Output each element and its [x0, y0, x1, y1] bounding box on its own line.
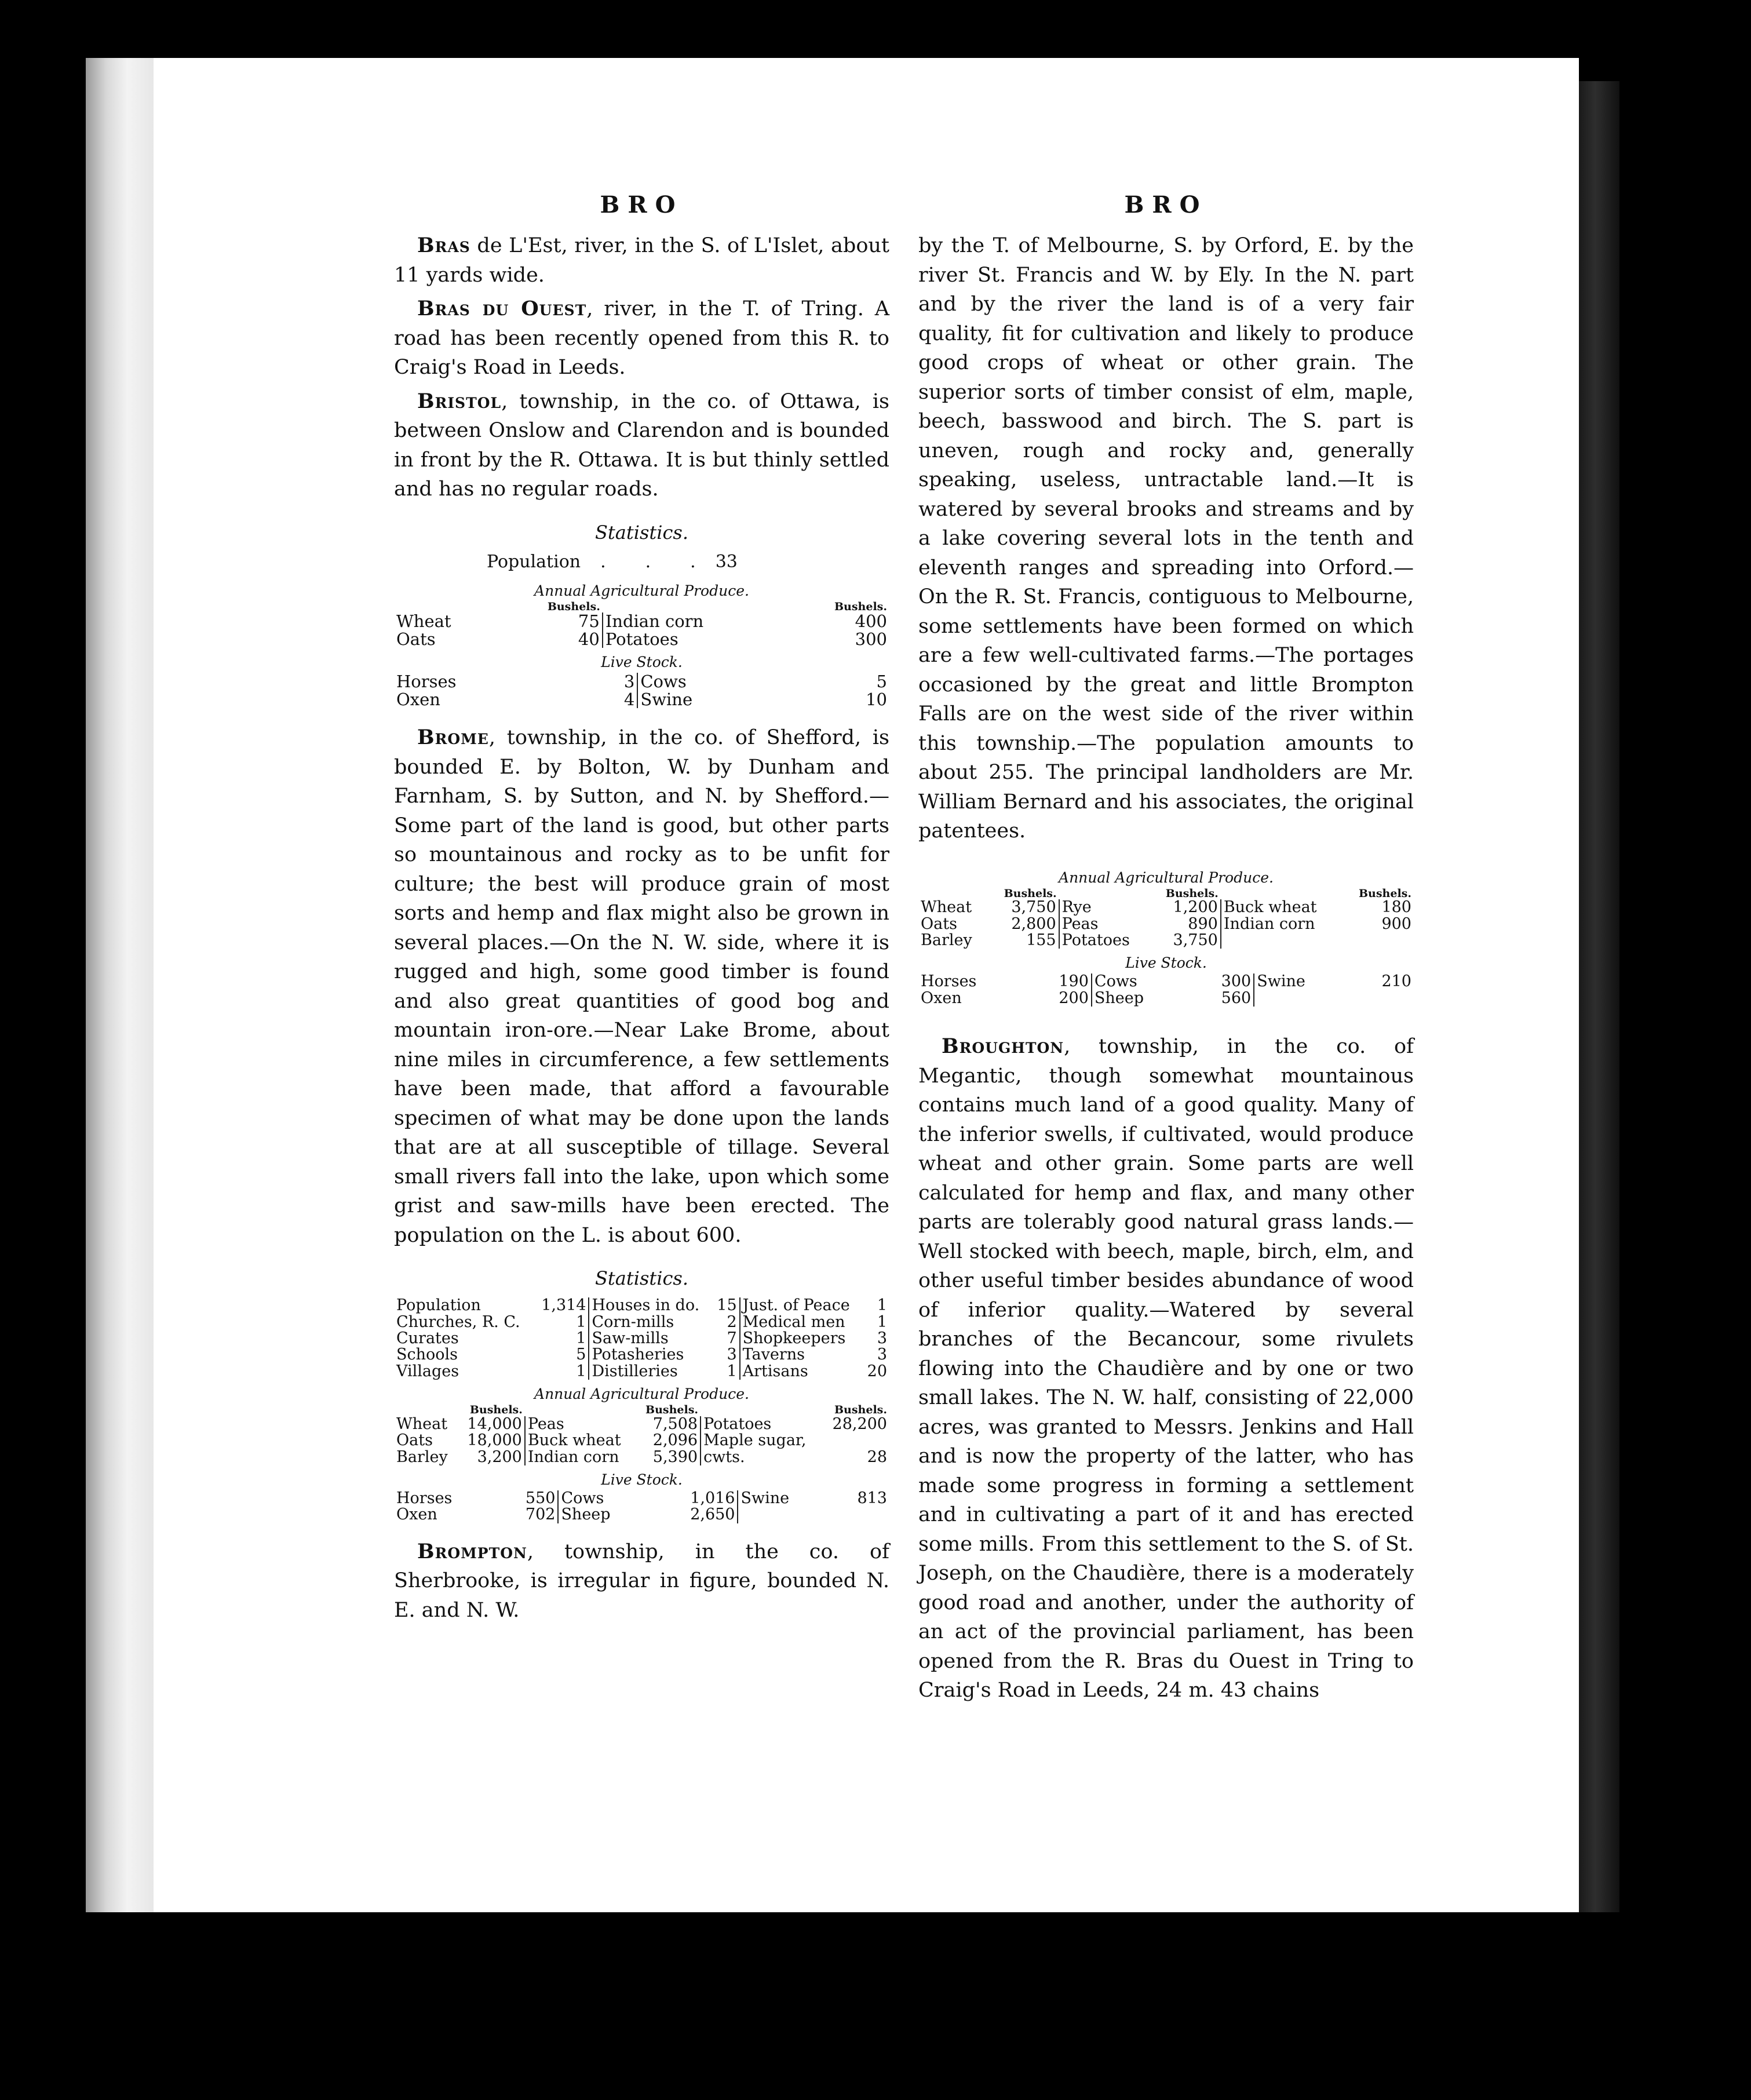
cell: Buck wheat	[527, 1431, 621, 1450]
cell: Cows	[1094, 972, 1137, 991]
bushels-label: Bushels.	[469, 1403, 523, 1416]
cell: Indian corn	[1223, 914, 1315, 933]
cell: Potatoes	[703, 1414, 772, 1433]
entry-bristol	[394, 387, 889, 504]
cell: Potatoes	[605, 629, 678, 649]
cell: 28	[867, 1448, 887, 1466]
cell: 1	[877, 1312, 887, 1331]
table-row	[918, 932, 1414, 949]
bushels-label: Bushels.	[547, 600, 600, 613]
cell: Horses	[396, 1489, 453, 1507]
cell: Population	[396, 1296, 481, 1315]
cell: 813	[857, 1489, 887, 1507]
bristol-live-title: Live Stock.	[601, 654, 683, 671]
entry-headword: Brome	[417, 725, 489, 750]
cell: Churches, R. C.	[396, 1312, 520, 1331]
table-row	[394, 1507, 889, 1523]
entry-text: , township, in the co. of Shefford, is bounded E. by Bolton, W. by Dunham and Farnham, S. by Sutton, and N. by Shefford.—Some part of the land is good, but other parts so mountainous and rocky as to be unfit for culture; the best will produce grain of most sorts and hemp and flax might also be grown in several places.—On the N. W. side, where it is rugged and high, some good timber is found and also great quantities of good bog and mountain iron-ore.—Near Lake Brome, about nine miles in circumference, a few settlements have been made, that afford a favourable specimen of what may be done upon the lands that are at all susceptible of tillage. Several small rivers fall into the lake, upon which some grist and saw-mills have been erected. The population on the L. is about 600.	[394, 726, 889, 1247]
cell: 2,800	[988, 916, 1059, 932]
bushels-label: Bushels.	[834, 600, 887, 613]
table-row	[394, 1416, 889, 1432]
cell: 3	[877, 1329, 887, 1347]
cell: Potasheries	[592, 1346, 684, 1364]
table-row	[394, 1490, 889, 1507]
cell: Corn-mills	[592, 1312, 674, 1331]
cell: Just. of Peace	[742, 1296, 850, 1315]
cell: Barley	[921, 931, 972, 950]
cell: Horses	[921, 972, 977, 991]
cell: 3	[877, 1346, 887, 1364]
cell: Oxen	[396, 1505, 437, 1524]
entry-brompton	[394, 1537, 889, 1625]
population-label: Population	[487, 551, 581, 572]
cell: Oxen	[921, 989, 962, 1007]
cell: 300	[1191, 974, 1254, 990]
cell: Cows	[561, 1489, 604, 1507]
cell: 20	[867, 1362, 887, 1380]
cell: Indian corn	[527, 1448, 619, 1466]
cell: 702	[498, 1507, 558, 1523]
cell	[830, 1507, 889, 1523]
running-header-left: BRO	[600, 191, 684, 218]
cell: Rye	[1061, 898, 1092, 917]
cell: Barley	[396, 1448, 448, 1466]
cell	[1343, 932, 1414, 949]
table-row	[394, 1347, 889, 1363]
cell	[1351, 990, 1414, 1007]
cell: Taverns	[742, 1346, 805, 1364]
cell: 1,200	[1150, 899, 1221, 916]
table-row	[918, 974, 1414, 990]
population-value: 33	[715, 551, 738, 572]
cell: 15	[712, 1297, 739, 1314]
entry-brome	[394, 723, 889, 1250]
cell: 7	[712, 1330, 739, 1347]
bristol-stats-title: Statistics.	[595, 521, 688, 544]
entry-text: , river, in the T. of Tring. A road has been recently opened from this R. to Craig's Road in Leeds.	[394, 297, 890, 379]
cell: 3	[712, 1347, 739, 1363]
cell: 1,016	[652, 1490, 738, 1507]
entry-headword: Broughton	[942, 1034, 1064, 1059]
brome-live-title: Live Stock.	[601, 1471, 683, 1488]
cell: 5,390	[636, 1449, 701, 1465]
entry-bras-du-ouest	[394, 294, 889, 382]
cell	[1254, 990, 1351, 1007]
brome-produce-title: Annual Agricultural Produce.	[534, 1385, 749, 1402]
cell: Oats	[921, 914, 957, 933]
page-edge-shadow	[1579, 81, 1619, 1912]
cell: Medical men	[742, 1312, 845, 1331]
cell: 3,750	[1150, 932, 1221, 949]
cell: Oxen	[396, 689, 440, 709]
right-column	[918, 191, 1414, 1710]
cell: Houses in do.	[592, 1296, 700, 1315]
cell: 560	[1191, 990, 1254, 1007]
entry-headword: Brompton	[417, 1539, 527, 1563]
cell: 7,508	[636, 1416, 701, 1432]
cell: 900	[1381, 914, 1411, 933]
table-row	[394, 673, 889, 690]
cell: 1	[534, 1330, 589, 1347]
cell: 210	[1381, 972, 1411, 991]
cell: Indian corn	[605, 611, 704, 632]
cell: 1,314	[534, 1297, 589, 1314]
bushels-label: Bushels.	[1165, 887, 1219, 900]
entry-text: , township, in the co. of Sherbrooke, is irregular in figure, bounded N. E. and N. W.	[394, 1540, 889, 1622]
brome-stats-table	[394, 1297, 889, 1380]
cell: Distilleries	[592, 1362, 678, 1380]
cell: Peas	[1061, 914, 1099, 933]
table-row	[918, 990, 1414, 1007]
bristol-live-table	[394, 673, 889, 708]
cell	[738, 1507, 830, 1523]
cell: Sheep	[1094, 989, 1144, 1007]
table-row	[918, 916, 1414, 932]
cell: 2,096	[636, 1432, 701, 1449]
cell: Schools	[396, 1346, 458, 1364]
cell: Peas	[527, 1414, 564, 1433]
cell: 155	[988, 932, 1059, 949]
cell: 300	[855, 629, 887, 649]
cell: Swine	[740, 1489, 790, 1507]
cell: Swine	[640, 689, 693, 709]
cell: 190	[1028, 974, 1092, 990]
cell: Oats	[396, 629, 436, 649]
cell: 200	[1028, 990, 1092, 1007]
brompton-produce-table	[918, 888, 1414, 949]
table-row	[394, 1432, 889, 1449]
brompton-produce-title: Annual Agricultural Produce.	[1059, 869, 1274, 886]
cell: 5	[534, 1347, 589, 1363]
entry-text: , township, in the co. of Ottawa, is between Onslow and Clarendon and is bounded in front by the R. Ottawa. It is but thinly settled and has no regular roads.	[394, 389, 889, 501]
cell: 180	[1381, 898, 1411, 917]
entry-text: de L'Est, river, in the S. of L'Islet, about 11 yards wide.	[394, 234, 889, 287]
cell: cwts.	[703, 1448, 745, 1466]
entry-brompton-continued: by the T. of Melbourne, S. by Orford, E. by the river St. Francis and W. by Ely. In the N. part and by the river the land is of a very fair quality, fit for cultivation and likely to produce good crops of wheat or other grain. The superior sorts of timber consist of elm, maple, beech, basswood and birch. The S. part is uneven, rough and rocky and, generally speaking, useless, untractable land.—It is watered by several brooks and streams and by a lake covering several lots in the tenth and eleventh ranges and spreading into Orford.—On the R. St. Francis, contiguous to Melbourne, some settlements have been formed on which are a few well-cultivated farms.—The portages occasioned by the great and little Brompton Falls are on the west side of the river within this township.—The population amounts to about 255. The principal landholders are Mr. William Bernard and his associates, the original patentees.	[918, 234, 1414, 843]
entry-bras-de-lest	[394, 231, 889, 290]
entry-broughton	[918, 1032, 1414, 1705]
cell: Wheat	[921, 898, 972, 917]
cell: 890	[1150, 916, 1221, 932]
bushels-label: Bushels.	[1358, 887, 1411, 900]
entry-headword: Bras du Ouest	[417, 297, 587, 320]
table-row	[918, 899, 1414, 916]
cell: 14,000	[457, 1416, 525, 1432]
cell: Cows	[640, 672, 687, 692]
entry-headword: Bras	[417, 234, 470, 257]
entry-headword: Bristol	[417, 389, 502, 413]
cell: 5	[876, 672, 887, 692]
brome-stats-title: Statistics.	[595, 1267, 688, 1290]
cell: Saw-mills	[592, 1329, 669, 1347]
cell: Villages	[396, 1362, 459, 1380]
book-spine	[86, 58, 155, 1912]
cell: 28,200	[832, 1414, 887, 1433]
cell: 550	[498, 1490, 558, 1507]
bushels-label: Bushels.	[1004, 887, 1057, 900]
left-column	[394, 191, 889, 1629]
cell: 3,200	[457, 1449, 525, 1465]
cell: 3,750	[988, 899, 1059, 916]
table-row	[394, 691, 889, 708]
table-row	[394, 1314, 889, 1330]
cell: Wheat	[396, 1414, 448, 1433]
cell: 1	[712, 1363, 739, 1380]
table-row	[394, 1297, 889, 1314]
cell: Buck wheat	[1223, 898, 1317, 917]
cell: Shopkeepers	[742, 1329, 846, 1347]
table-row	[394, 1449, 889, 1465]
brompton-live-title: Live Stock.	[1125, 954, 1207, 972]
table-row	[394, 1363, 889, 1380]
cell: 75	[500, 612, 603, 630]
bristol-produce-table	[394, 601, 889, 648]
bristol-population: Population . . . 33	[487, 551, 738, 572]
cell: Maple sugar,	[703, 1431, 807, 1450]
cell	[1221, 932, 1343, 949]
table-row	[394, 1330, 889, 1347]
cell: Swine	[1257, 972, 1305, 991]
entry-text: , township, in the co. of Megantic, though somewhat mountainous contains much land of a good quality. Many of the inferior swells, if cultivated, would produce wheat and other grain. Some parts are well calculated for hemp and flax, and many other parts are tolerably good natural grass lands.—Well stocked with beech, maple, birch, elm, and other useful timber besides abundance of wood of inferior quality.—Watered by several branches of the Becancour, some rivulets flowing into the Chaudière and by one or two small lakes. The N. W. half, consisting of 22,000 acres, was granted to Messrs. Jenkins and Hall and is now the property of the latter, who has made some progress in forming a settlement and in cultivating a part of it and has erected some mills. From this settlement to the S. of St. Joseph, on the Chaudière, there is a moderately good road and another, under the authority of an act of the provincial parliament, has been opened from the R. Bras du Ouest in Tring to Craig's Road in Leeds, 24 m. 43 chains	[918, 1035, 1414, 1702]
cell: Artisans	[742, 1362, 808, 1380]
table-row	[394, 630, 889, 648]
cell: Wheat	[396, 611, 451, 632]
cell: Horses	[396, 672, 457, 692]
cell: Sheep	[561, 1505, 611, 1524]
cell: Oats	[396, 1431, 433, 1450]
cell: 400	[855, 611, 887, 632]
brompton-live-table	[918, 974, 1414, 1007]
cell: 10	[866, 689, 887, 709]
bushels-label: Bushels.	[645, 1403, 699, 1416]
cell: 2,650	[652, 1507, 738, 1523]
cell: 1	[534, 1363, 589, 1380]
table-row	[394, 612, 889, 630]
cell	[822, 1432, 889, 1449]
running-header-right: BRO	[1124, 191, 1208, 218]
cell: 3	[589, 673, 637, 690]
cell: Curates	[396, 1329, 459, 1347]
cell: 1	[877, 1296, 887, 1315]
brome-produce-table	[394, 1405, 889, 1465]
brome-live-table	[394, 1490, 889, 1523]
cell: 40	[500, 630, 603, 648]
cell: 4	[589, 691, 637, 708]
bushels-label: Bushels.	[834, 1403, 887, 1416]
bristol-produce-title: Annual Agricultural Produce.	[534, 582, 749, 599]
cell: Potatoes	[1061, 931, 1130, 950]
cell: 2	[712, 1314, 739, 1330]
cell: 1	[534, 1314, 589, 1330]
cell: 18,000	[457, 1432, 525, 1449]
